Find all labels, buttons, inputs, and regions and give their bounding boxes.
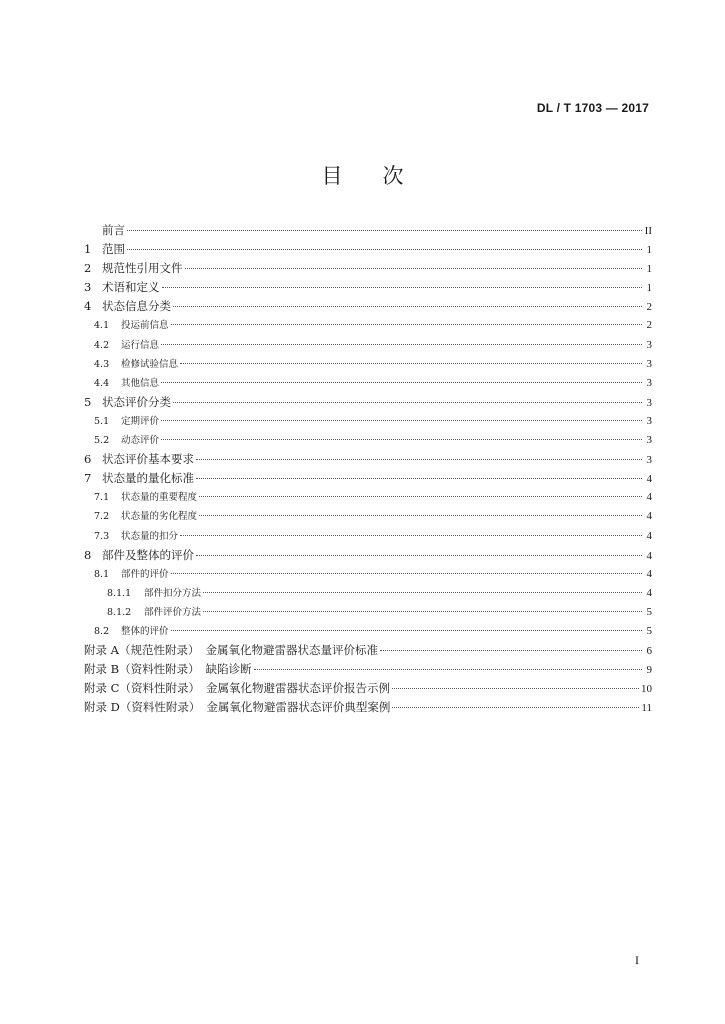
- toc-entry[interactable]: [84, 337, 652, 356]
- toc-entry-number: 8: [84, 547, 92, 562]
- toc-entry-number: 4.2: [94, 339, 110, 351]
- toc-entry-title: 金属氧化物避雷器状态评价报告示例: [205, 681, 390, 696]
- toc-dot-leader: [127, 249, 642, 250]
- toc-entry-title: 部件及整体的评价: [102, 547, 194, 562]
- toc-entry-number: 7.3: [94, 530, 110, 542]
- toc-entry[interactable]: [84, 528, 652, 547]
- toc-entry[interactable]: [84, 470, 652, 489]
- toc-entry[interactable]: [84, 241, 652, 260]
- toc-entry-title: 部件扣分方法: [144, 587, 202, 599]
- toc-entry-number: 6: [84, 452, 92, 467]
- toc-dot-leader: [203, 592, 642, 593]
- toc-entry-page: 5: [646, 605, 652, 618]
- toc-dot-leader: [392, 688, 639, 689]
- toc-entry[interactable]: [84, 222, 652, 241]
- toc-entry[interactable]: [84, 604, 652, 623]
- toc-dot-leader: [127, 230, 642, 231]
- toc-dot-leader: [199, 496, 642, 497]
- toc-dot-leader: [161, 420, 642, 421]
- toc-entry-page: 3: [646, 414, 652, 427]
- toc-entry-number: 4.3: [94, 358, 110, 370]
- toc-entry[interactable]: [84, 260, 652, 279]
- toc-entry-title: 状态量的劣化程度: [121, 511, 198, 523]
- toc-dot-leader: [180, 363, 642, 364]
- toc-entry-page: 6: [646, 645, 652, 658]
- toc-entry-page: 2: [646, 301, 652, 314]
- toc-entry-number: 2: [84, 261, 92, 276]
- toc-dot-leader: [185, 268, 643, 269]
- toc-entry-title: 规范性引用文件: [102, 261, 183, 276]
- toc-entry-page: 4: [646, 529, 652, 542]
- toc-entry-title: 缺陷诊断: [205, 662, 252, 677]
- toc-entry-number: 4: [84, 299, 92, 314]
- toc-entry-number: 3: [84, 280, 92, 295]
- toc-entry[interactable]: [84, 279, 652, 298]
- toc-dot-leader: [180, 535, 642, 536]
- toc-entry-page: 1: [646, 244, 652, 257]
- toc-entry[interactable]: [84, 508, 652, 527]
- toc-dot-leader: [173, 306, 642, 307]
- toc-dot-leader: [171, 573, 642, 574]
- toc-dot-leader: [171, 630, 642, 631]
- toc-dot-leader: [196, 459, 642, 460]
- toc-entry-title: 部件评价方法: [144, 606, 202, 618]
- toc-entry-page: 3: [646, 376, 652, 389]
- toc-dot-leader: [173, 402, 642, 403]
- toc-entry-title: 金属氧化物避雷器状态量评价标准: [205, 643, 378, 658]
- toc-entry-page: 4: [646, 586, 652, 599]
- toc-entry[interactable]: [84, 317, 652, 336]
- toc-dot-leader: [392, 707, 639, 708]
- toc-entry[interactable]: [84, 356, 652, 375]
- toc-entry-title: 状态量的重要程度: [121, 492, 198, 504]
- toc-dot-leader: [380, 650, 642, 651]
- toc-entry-title: 定期评价: [121, 415, 160, 427]
- toc-entry-page: 4: [646, 473, 652, 486]
- toc-dot-leader: [161, 439, 642, 440]
- toc-entry[interactable]: [84, 432, 652, 451]
- toc-entry[interactable]: [84, 623, 652, 642]
- toc-entry-number: 8.2: [94, 625, 110, 637]
- toc-entry[interactable]: [84, 413, 652, 432]
- toc-entry-title: 整体的评价: [121, 625, 169, 637]
- toc-entry-number: 7.1: [94, 492, 110, 504]
- toc-entry-title: 前言: [102, 223, 125, 237]
- toc-entry-page: 3: [646, 357, 652, 370]
- toc-entry-page: 9: [646, 664, 652, 677]
- toc-entry-title: 其他信息: [121, 377, 160, 389]
- toc-entry[interactable]: [84, 547, 652, 566]
- toc-entry[interactable]: [84, 375, 652, 394]
- toc-entry-number: 附录 C（资料性附录）: [84, 681, 200, 696]
- toc-entry-number: 7: [84, 471, 92, 486]
- toc-entry-title: 状态评价分类: [102, 394, 171, 409]
- toc-entry-title: 金属氧化物避雷器状态评价典型案例: [206, 700, 391, 715]
- table-of-contents: [84, 222, 652, 718]
- toc-dot-leader: [161, 382, 642, 383]
- toc-entry-number: 附录 A（规范性附录）: [84, 643, 200, 658]
- toc-dot-leader: [254, 669, 642, 670]
- toc-entry-title: 检修试验信息: [121, 358, 179, 370]
- toc-entry-number: 8.1: [94, 568, 110, 580]
- toc-entry-number: 1: [84, 242, 92, 257]
- toc-entry-page: 4: [646, 549, 652, 562]
- toc-entry-number: 8.1.2: [107, 606, 132, 618]
- toc-entry-title: 投运前信息: [121, 320, 169, 332]
- toc-entry[interactable]: [84, 642, 652, 661]
- toc-entry-page: 3: [646, 338, 652, 351]
- toc-entry-number: 附录 D（资料性附录）: [84, 700, 201, 715]
- toc-entry-number: 4.1: [94, 320, 110, 332]
- footer-page-number: I: [635, 953, 639, 967]
- toc-entry[interactable]: [84, 298, 652, 317]
- toc-dot-leader: [171, 324, 642, 325]
- toc-entry-number: 4.4: [94, 377, 110, 389]
- toc-entry-page: 11: [641, 702, 652, 715]
- toc-entry[interactable]: [84, 451, 652, 470]
- toc-entry-title: 状态量的量化标准: [102, 471, 194, 486]
- toc-entry-page: 4: [646, 567, 652, 580]
- toc-entry-page: 3: [646, 434, 652, 447]
- toc-entry-title: 状态量的扣分: [121, 530, 179, 542]
- toc-entry-page: II: [644, 225, 652, 237]
- toc-dot-leader: [162, 287, 643, 288]
- toc-entry-title: 动态评价: [121, 435, 160, 447]
- toc-entry-number: 7.2: [94, 511, 110, 523]
- toc-entry[interactable]: [84, 699, 652, 718]
- toc-entry-title: 状态信息分类: [102, 299, 171, 314]
- toc-entry-page: 1: [646, 282, 652, 295]
- toc-entry-number: 附录 B（资料性附录）: [84, 662, 200, 677]
- toc-entry-title: 运行信息: [121, 339, 160, 351]
- toc-entry-number: 5.1: [94, 415, 110, 427]
- toc-dot-leader: [161, 344, 642, 345]
- toc-entry-title: 部件的评价: [121, 568, 169, 580]
- toc-entry-page: 1: [646, 263, 652, 276]
- toc-entry[interactable]: [84, 680, 652, 699]
- toc-entry-page: 3: [646, 396, 652, 409]
- toc-dot-leader: [196, 555, 642, 556]
- toc-entry-page: 2: [646, 319, 652, 332]
- standard-code: DL / T 1703 — 2017: [536, 101, 649, 115]
- toc-entry-page: 3: [646, 454, 652, 467]
- toc-entry[interactable]: [84, 394, 652, 413]
- toc-entry-page: 4: [646, 510, 652, 523]
- toc-entry[interactable]: [84, 566, 652, 585]
- toc-dot-leader: [196, 478, 642, 479]
- toc-entry-page: 5: [646, 624, 652, 637]
- page-title: 目次: [321, 164, 444, 188]
- toc-entry-number: 5: [84, 394, 92, 409]
- toc-entry[interactable]: [84, 489, 652, 508]
- toc-entry-title: 状态评价基本要求: [102, 452, 194, 467]
- toc-dot-leader: [199, 515, 642, 516]
- toc-entry-title: 范围: [102, 242, 125, 257]
- toc-entry-page: 10: [641, 683, 652, 696]
- toc-entry-page: 4: [646, 491, 652, 504]
- toc-entry[interactable]: [84, 585, 652, 604]
- toc-dot-leader: [203, 611, 642, 612]
- toc-entry-number: 8.1.1: [107, 587, 132, 599]
- toc-entry[interactable]: [84, 661, 652, 680]
- toc-entry-number: 5.2: [94, 435, 110, 447]
- toc-entry-title: 术语和定义: [102, 280, 160, 295]
